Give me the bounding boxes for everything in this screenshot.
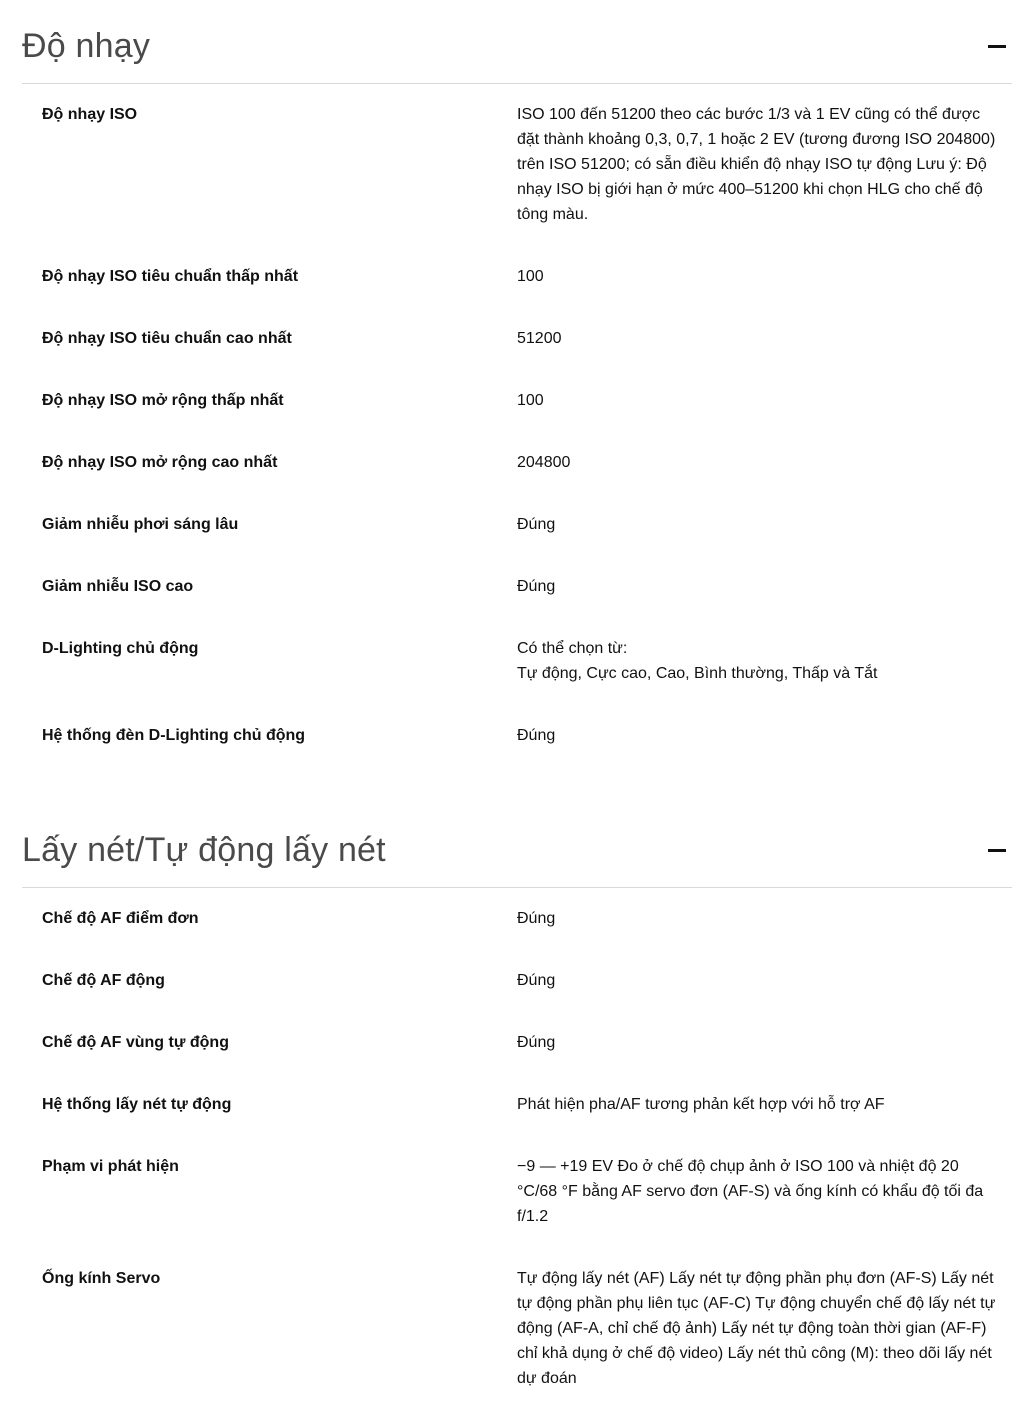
section-focus-autofocus	[22, 804, 1012, 1391]
spec-label: Độ nhạy ISO tiêu chuẩn cao nhất	[42, 330, 292, 347]
spec-row	[22, 636, 1012, 686]
spec-value: 51200	[517, 330, 562, 347]
spec-row	[22, 1030, 1012, 1055]
spec-value: 100	[517, 392, 544, 409]
spec-value: ISO 100 đến 51200 theo các bước 1/3 và 1 EV cũng có thể được đặt thành khoảng 0,3, 0,7, 1 hoặc 2 EV (tương đương ISO 204800) trên ISO 51200; có sẵn điều khiển độ nhạy ISO tự động Lưu ý: Độ nhạy ISO bị giới hạn ở mức 400–51200 khi chọn HLG cho chế độ tông màu.	[517, 106, 996, 223]
section-title: Lấy nét/Tự động lấy nét	[22, 831, 386, 869]
spec-value: Tự động lấy nét (AF) Lấy nét tự động phần phụ đơn (AF-S) Lấy nét tự động phần phụ liên tục (AF-C) Tự động chuyển chế độ lấy nét tự động (AF-A, chỉ chế độ ảnh) Lấy nét tự động toàn thời gian (AF-F) chỉ khả dụng ở chế độ video) Lấy nét thủ công (M): theo dõi lấy nét dự đoán	[517, 1270, 996, 1387]
spec-value: 100	[517, 268, 544, 285]
spec-label: Phạm vi phát hiện	[42, 1158, 179, 1175]
spec-label: Độ nhạy ISO mở rộng cao nhất	[42, 454, 278, 471]
section-title: Độ nhạy	[22, 27, 151, 65]
spec-label: Ống kính Servo	[42, 1270, 161, 1287]
spec-value: Đúng	[517, 910, 556, 927]
spec-row	[22, 326, 1012, 351]
spec-value: Đúng	[517, 972, 556, 989]
spec-row	[22, 723, 1012, 748]
collapse-button[interactable]	[984, 24, 1010, 60]
spec-label: Độ nhạy ISO tiêu chuẩn thấp nhất	[42, 268, 299, 285]
spec-label: Giảm nhiễu ISO cao	[42, 578, 194, 595]
spec-label: Hệ thống đèn D-Lighting chủ động	[42, 727, 306, 744]
spec-row	[22, 450, 1012, 475]
spec-list	[22, 84, 1012, 748]
spec-row	[22, 1266, 1012, 1391]
spec-label: Chế độ AF động	[42, 972, 165, 989]
spec-row	[22, 264, 1012, 289]
spec-value: Đúng	[517, 1034, 556, 1051]
spec-label: Giảm nhiễu phơi sáng lâu	[42, 516, 239, 533]
minus-icon	[988, 45, 1006, 48]
section-header[interactable]	[22, 804, 1012, 888]
minus-icon	[988, 849, 1006, 852]
spec-label: Hệ thống lấy nét tự động	[42, 1096, 232, 1113]
spec-row	[22, 906, 1012, 931]
section-sensitivity	[22, 0, 1012, 748]
spec-label: Chế độ AF điểm đơn	[42, 910, 199, 927]
spec-label: Độ nhạy ISO mở rộng thấp nhất	[42, 392, 284, 409]
collapse-button[interactable]	[984, 828, 1010, 864]
spec-value: −9 — +19 EV Đo ở chế độ chụp ảnh ở ISO 100 và nhiệt độ 20 °C/68 °F bằng AF servo đơn (AF-S) và ống kính có khẩu độ tối đa f/1.2	[517, 1158, 984, 1225]
section-header[interactable]	[22, 0, 1012, 84]
spec-row	[22, 388, 1012, 413]
spec-list	[22, 888, 1012, 1391]
spec-value: 204800	[517, 454, 571, 471]
spec-label: Chế độ AF vùng tự động	[42, 1034, 229, 1051]
spec-row	[22, 968, 1012, 993]
spec-row	[22, 1092, 1012, 1117]
spec-label: D-Lighting chủ động	[42, 640, 199, 657]
spec-row	[22, 1154, 1012, 1229]
spec-value: Có thể chọn từ: Tự động, Cực cao, Cao, Bình thường, Thấp và Tắt	[517, 640, 878, 682]
spec-label: Độ nhạy ISO	[42, 106, 138, 123]
spec-value: Phát hiện pha/AF tương phản kết hợp với hỗ trợ AF	[517, 1096, 885, 1113]
spec-row	[22, 102, 1012, 227]
spec-row	[22, 574, 1012, 599]
spec-value: Đúng	[517, 727, 556, 744]
spec-row	[22, 512, 1012, 537]
spec-value: Đúng	[517, 516, 556, 533]
spec-value: Đúng	[517, 578, 556, 595]
